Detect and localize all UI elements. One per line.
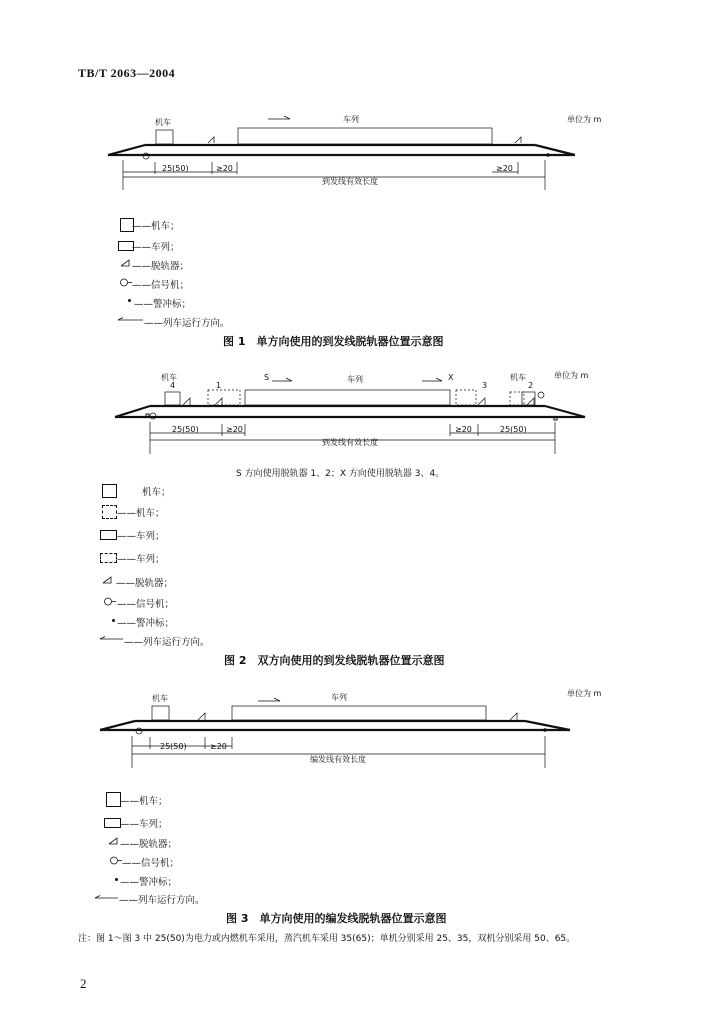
fig2-dim-a: 25(50): [172, 425, 199, 434]
fig2-dir-x: X: [448, 373, 454, 382]
fig1-legend-direction: ——列车运行方向。: [144, 318, 230, 329]
fig2-legend-train-dashed: ——车列；: [117, 554, 165, 565]
fig2-num4: 4: [170, 381, 176, 390]
fig2-dir-s: S: [264, 373, 270, 382]
fig2-legend-train: ——车列；: [117, 531, 165, 542]
fig3-legend-derailer: ——脱轨器；: [120, 839, 178, 850]
fig3-dim-b: ≥20: [210, 742, 227, 751]
fig2-usage-note: S 方向使用脱轨器 1、2；X 方向使用脱轨器 3、4。: [236, 469, 445, 479]
direction-arrow-icon: [116, 317, 144, 323]
fig3-legend-marker: ——警冲标；: [120, 877, 178, 888]
page-number: 2: [80, 976, 87, 991]
signal-icon: [119, 278, 133, 287]
fig1-legend-derailer: ——脱轨器；: [132, 261, 190, 272]
fig1-train-label: 车列: [343, 115, 359, 124]
fig3-locomotive-label: 机车: [152, 694, 168, 703]
fig2-unit-label: 单位为 m: [554, 371, 589, 380]
fig3-length-label: 编发线有效长度: [310, 755, 366, 764]
train-icon: [100, 530, 117, 540]
fig2-num3: 3: [482, 381, 488, 390]
fig3-dim-a: 25(50): [160, 742, 187, 751]
fouling-marker-icon: [115, 878, 118, 881]
fouling-marker-icon: [128, 299, 131, 302]
fig1-dim-b: ≥20: [216, 164, 233, 173]
fig2-length-label: 到发线有效长度: [322, 438, 378, 447]
document-code: TB/T 2063—2004: [78, 66, 176, 80]
locomotive-icon: [106, 792, 121, 807]
fig2-loco-left-label: 机车: [161, 373, 177, 382]
fig2-dim-d: 25(50): [500, 425, 527, 434]
train-dashed-icon: [100, 553, 117, 563]
fig2-legend-signal: ——信号机；: [117, 599, 175, 610]
fig2-legend-direction: ——列车运行方向。: [124, 637, 210, 648]
fig2-num2: 2: [528, 381, 534, 390]
figure-3-caption: 图 3 单方向使用的编发线脱轨器位置示意图: [226, 912, 447, 925]
fig1-legend-train: ——车列；: [132, 242, 180, 253]
fouling-marker-icon: [112, 619, 115, 622]
fig1-dim-c: ≥20: [496, 164, 513, 173]
fig2-num1: 1: [216, 381, 222, 390]
fig1-dim-a: 25(50): [162, 164, 189, 173]
footnote: 注：图 1～图 3 中 25(50)为电力或内燃机车采用，蒸汽机车采用 35(65)；单机分别采用 25、35，双机分别采用 50、65。: [78, 934, 576, 944]
direction-arrow-icon: [93, 895, 119, 901]
locomotive-dashed-icon: [102, 505, 117, 519]
fig2-legend-marker: ——警冲标；: [117, 618, 175, 629]
derailer-icon: [102, 576, 116, 584]
figure-2-caption: 图 2 双方向使用的到发线脱轨器位置示意图: [224, 654, 445, 667]
signal-icon: [103, 597, 117, 606]
train-icon: [104, 818, 121, 828]
fig3-legend-locomotive: ——机车；: [120, 796, 168, 807]
fig2-loco-right-label: 机车: [510, 373, 526, 382]
fig1-legend-locomotive: ——机车；: [132, 221, 180, 232]
fig2-dim-b: ≥20: [226, 425, 243, 434]
fig3-legend-direction: ——列车运行方向。: [119, 895, 205, 906]
fig2-legend-derailer: ——脱轨器；: [116, 578, 174, 589]
derailer-icon: [120, 259, 132, 267]
fig3-legend-signal: ——信号机；: [122, 858, 180, 869]
fig3-unit-label: 单位为 m: [567, 689, 602, 698]
fig2-train-label: 车列: [347, 375, 363, 384]
fig3-train-label: 车列: [331, 693, 347, 702]
fig1-length-label: 到发线有效长度: [322, 177, 378, 186]
fig2-dim-c: ≥20: [455, 425, 472, 434]
derailer-icon: [108, 837, 120, 845]
locomotive-icon: [102, 484, 117, 498]
direction-arrow-icon: [98, 636, 124, 642]
fig2-legend-loco-dashed: ——机车；: [117, 508, 165, 519]
fig2-legend-loco: 机车；: [142, 487, 171, 498]
fig1-unit-label: 单位为 m: [567, 115, 602, 124]
fig1-locomotive-label: 机车: [155, 118, 171, 127]
fig1-legend-marker: ——警冲标；: [134, 299, 192, 310]
fig3-legend-train: ——车列；: [120, 819, 168, 830]
fig1-legend-signal: ——信号机；: [132, 280, 190, 291]
figure-1-caption: 图 1 单方向使用的到发线脱轨器位置示意图: [223, 335, 444, 348]
